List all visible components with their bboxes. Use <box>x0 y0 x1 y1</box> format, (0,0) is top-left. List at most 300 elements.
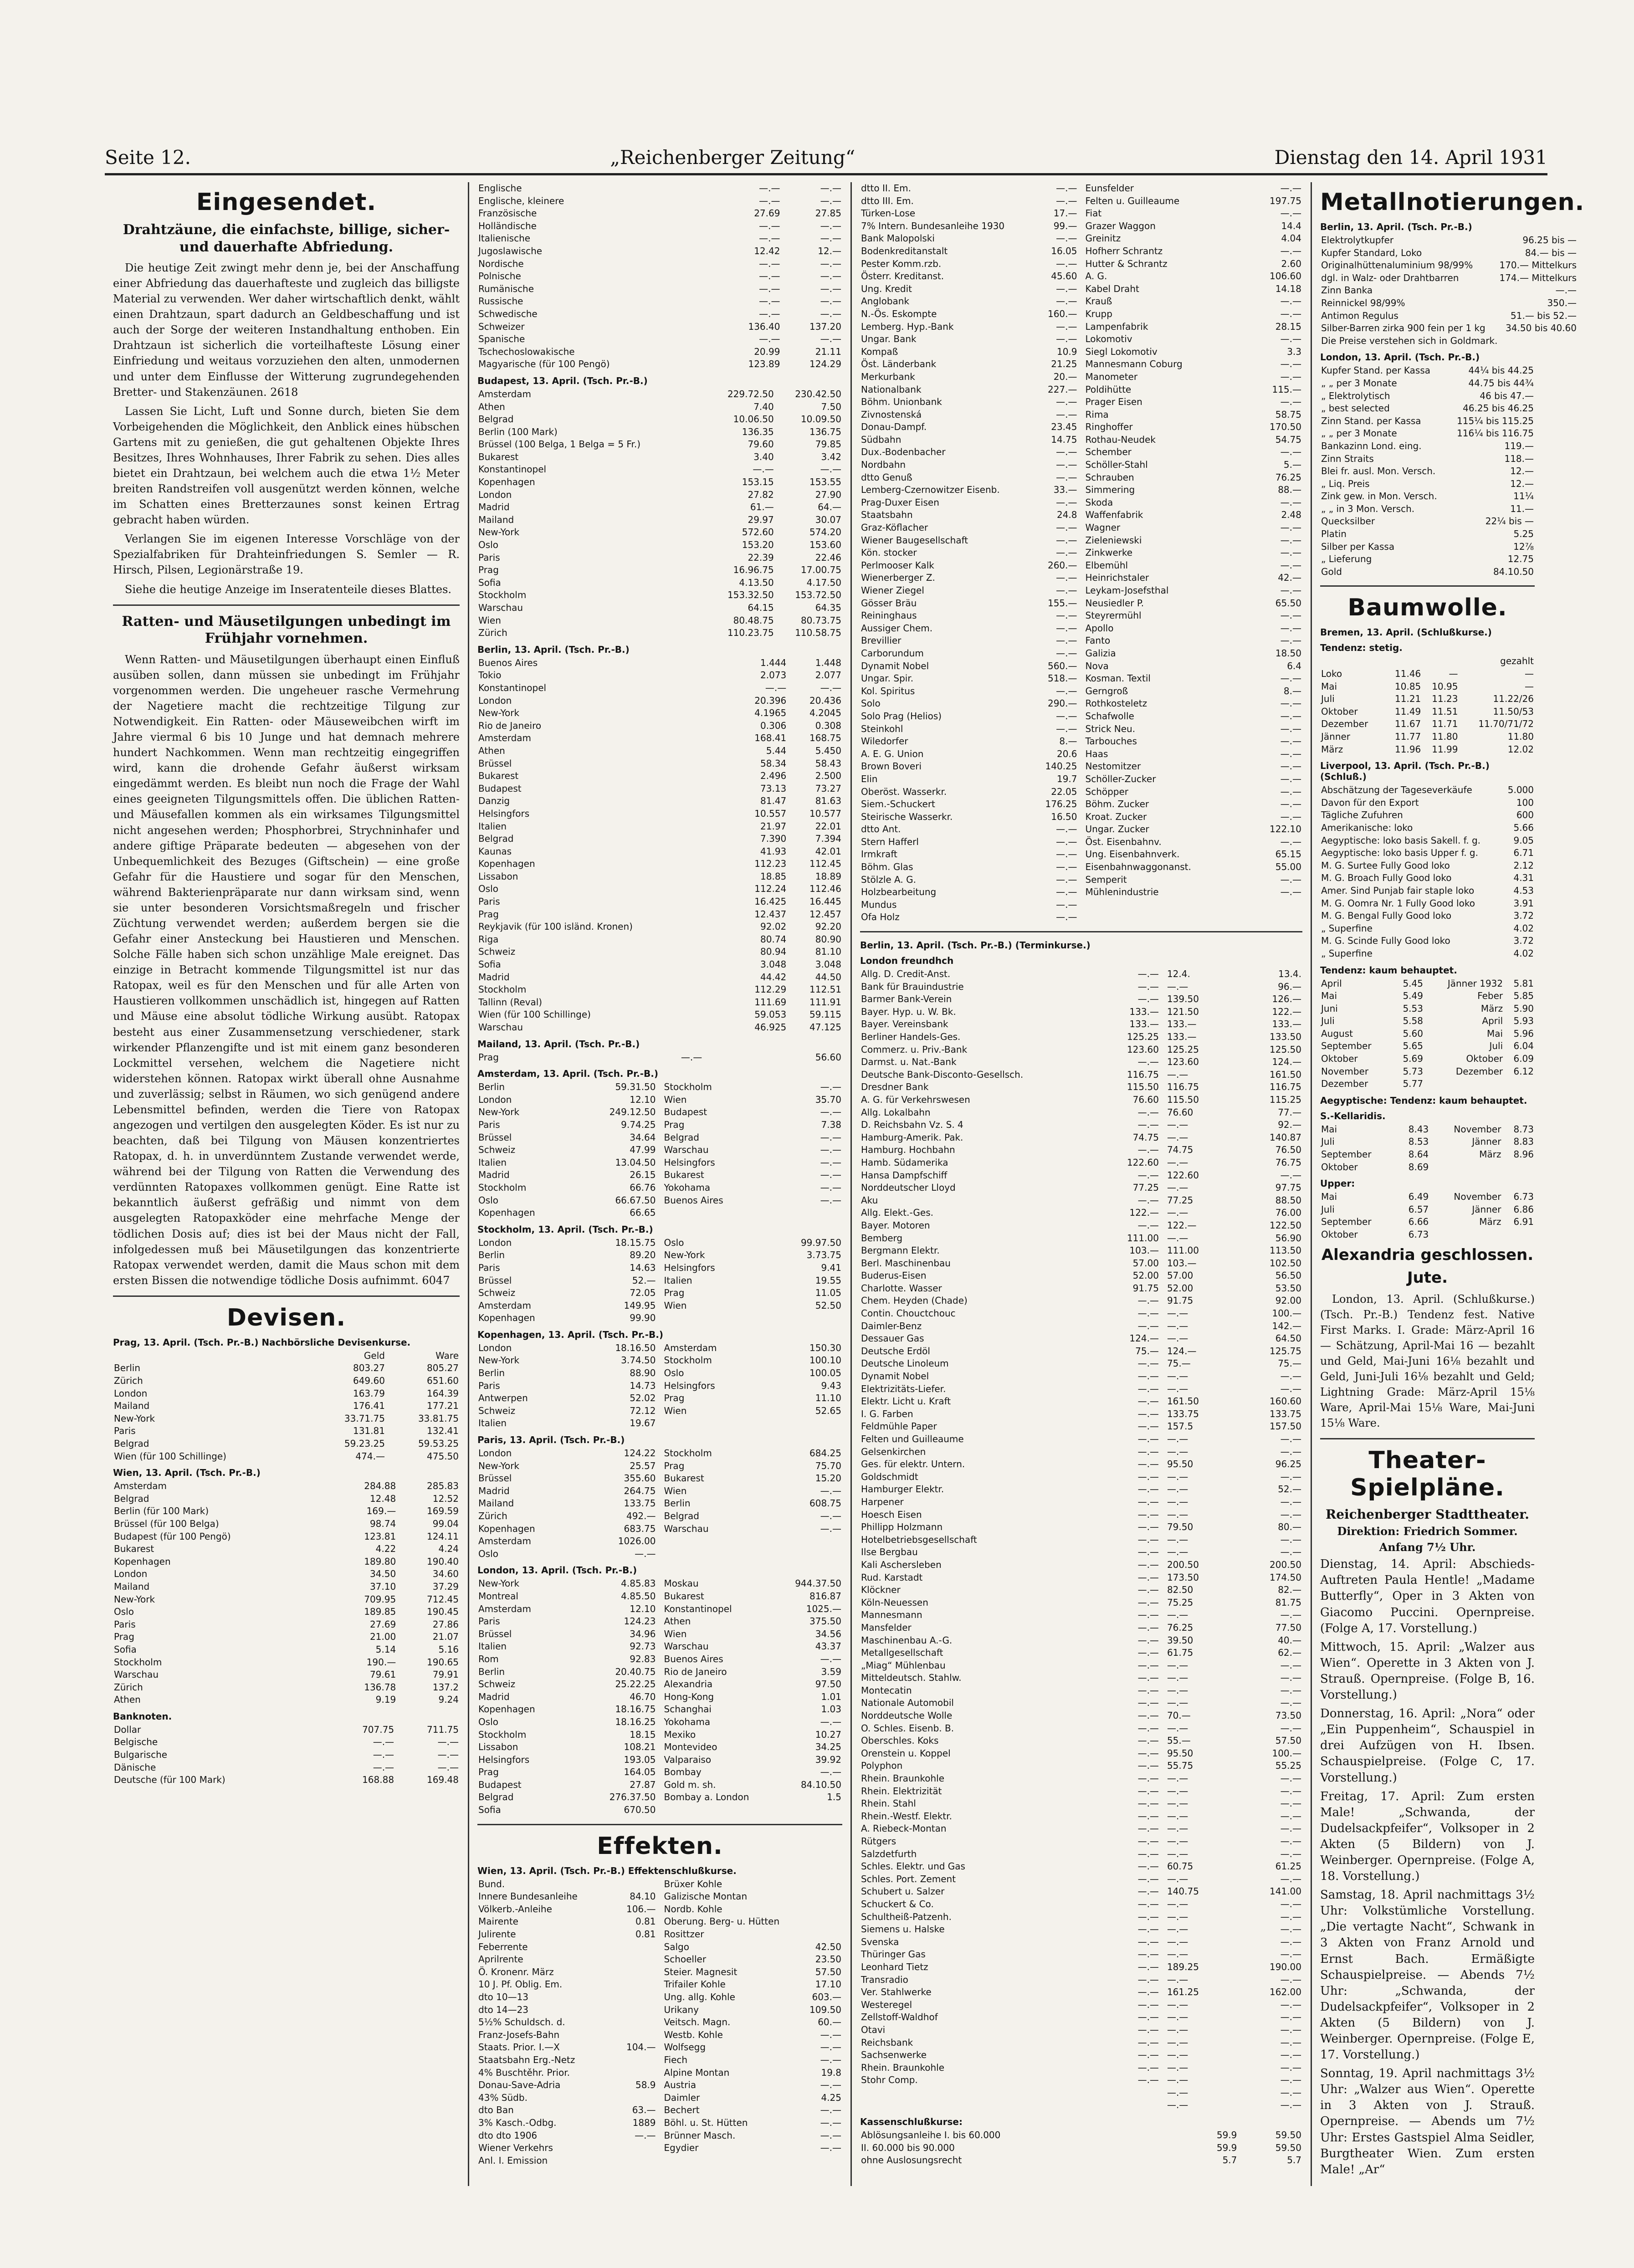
table-row <box>663 1978 843 1991</box>
table-row <box>477 983 842 996</box>
row-label: London <box>114 1387 148 1399</box>
table-row <box>477 1628 657 1641</box>
table-row <box>1320 1028 1535 1040</box>
row-label: 4% Buschtěhr. Prior. <box>478 2067 570 2078</box>
row-label: Türken-Lose <box>861 208 916 219</box>
row-value: 41.93 <box>760 845 787 857</box>
row-value: —.— <box>1137 1785 1159 1797</box>
table-row <box>663 1472 843 1485</box>
row-label: September <box>1321 1216 1372 1228</box>
row-label: Kupfer Standard, Loko <box>1321 247 1422 258</box>
row-value: 131.81 <box>353 1425 385 1437</box>
table-row <box>477 1703 657 1716</box>
row-label: Böhm. Glas <box>861 861 913 873</box>
row-label: Silber per Kassa <box>1321 541 1395 552</box>
row-value: 80.90 <box>815 933 841 945</box>
row-value: 11.67 <box>1395 718 1421 730</box>
table-row <box>1320 731 1535 743</box>
row-value: 27.69 <box>369 1618 396 1630</box>
table-row <box>860 1999 1160 2012</box>
table-body <box>860 968 1160 2087</box>
row-value: 123.81 <box>364 1531 396 1542</box>
table-row <box>663 1729 843 1741</box>
row-value: —.— <box>1280 736 1301 747</box>
table-row <box>1085 697 1303 710</box>
row-label: Ungar. Spir. <box>861 673 914 684</box>
table-row <box>860 1044 1160 1056</box>
table-row <box>860 1031 1160 1044</box>
row-value: 683.75 <box>624 1523 656 1534</box>
row-value: 5.450 <box>815 745 841 756</box>
row-value: 190.— <box>366 1656 396 1668</box>
row-value: 80.— <box>1278 1521 1301 1533</box>
row-label: Solo <box>861 698 881 709</box>
table-row <box>1166 1420 1302 1433</box>
col-header: gezahlt <box>1500 655 1534 667</box>
row-label: Thüringer Gas <box>861 1949 926 1960</box>
table-heading: Bremen, 13. April. (Schlußkurse.) <box>1320 627 1492 638</box>
row-value: —.— <box>1137 1358 1159 1369</box>
row-label: 124.— <box>1167 1345 1197 1357</box>
row-value: 59.50 <box>1275 2130 1301 2141</box>
row-value: —.— <box>1056 861 1077 873</box>
row-value <box>615 2016 657 2029</box>
row-label: Montevideo <box>664 1741 717 1753</box>
table-row <box>860 446 1078 459</box>
row-value: —.— <box>1137 1697 1159 1709</box>
table-row <box>663 1194 843 1207</box>
row-value: 110.58.75 <box>795 627 841 639</box>
row-value: 42.50 <box>815 1941 841 1952</box>
row-value: 56.60 <box>815 1051 841 1063</box>
table-row <box>1166 1584 1302 1597</box>
row-label: Paris <box>478 1119 500 1130</box>
row-label: Contin. Chouctchouc <box>861 1308 956 1319</box>
table-row <box>663 1953 843 1966</box>
row-value: 10.27 <box>815 1729 841 1740</box>
table-row <box>860 245 1078 258</box>
row-value: 34.50 <box>369 1568 396 1580</box>
row-label: Böhl. u. St. Hütten <box>664 2117 748 2128</box>
table-row <box>860 534 1078 547</box>
row-label: Wagner <box>1085 522 1121 533</box>
row-value: —.— <box>1137 1106 1159 1118</box>
table-heading: Banknoten. <box>113 1710 172 1722</box>
table-row <box>1320 990 1535 1003</box>
row-value: 160.60 <box>1270 1396 1301 1407</box>
table-row <box>860 1885 1160 1898</box>
table-row <box>477 1548 657 1561</box>
row-label: 200.50 <box>1167 1559 1199 1570</box>
row-value: 18.15 <box>630 1729 656 1740</box>
row-label: Rhein. Stahl <box>861 1798 916 1809</box>
row-value: 44.42 <box>760 971 787 983</box>
table-row <box>860 2024 1160 2037</box>
row-value <box>802 1890 842 1903</box>
table-row <box>1166 2062 1302 2074</box>
row-label: 173.50 <box>1167 1572 1199 1583</box>
row-value: —.— <box>820 1523 841 1534</box>
row-label: Oslo <box>664 1237 684 1248</box>
table-row <box>477 2029 657 2042</box>
row-label: 116.75 <box>1167 1081 1199 1093</box>
table-row <box>663 2117 843 2130</box>
row-value: 160.— <box>1047 308 1077 319</box>
row-value: 46.25 bis 46.25 <box>1463 403 1534 414</box>
table-row <box>477 321 842 333</box>
row-label: Paris <box>114 1425 136 1437</box>
table-row <box>477 758 842 770</box>
table-row <box>860 1672 1160 1684</box>
row-value: 1889 <box>632 2117 656 2128</box>
row-value: 44.50 <box>815 971 841 983</box>
row-label: 39.50 <box>1167 1634 1193 1646</box>
row-label: Berlin <box>478 1081 505 1093</box>
row-value: —.— <box>820 1131 841 1143</box>
table-row <box>1320 1148 1535 1161</box>
row-value: —.— <box>1137 1861 1159 1872</box>
row-label: Metallgesellschaft <box>861 1647 943 1659</box>
row-label: Lissabon <box>478 870 518 882</box>
row-value: 5.58 <box>1403 1015 1423 1027</box>
row-value: 9.74.25 <box>621 1119 656 1130</box>
row-value: 66.76 <box>630 1182 656 1193</box>
table-row <box>860 635 1078 647</box>
table-row <box>477 539 842 552</box>
row-value: 42.— <box>1278 572 1301 584</box>
row-label: A. Riebeck-Montan <box>861 1823 947 1834</box>
row-label: „ Superfine <box>1321 922 1373 934</box>
row-label: Leonhard Tietz <box>861 1961 928 1972</box>
table-row <box>1085 182 1303 195</box>
row-label: Gold <box>1321 566 1342 577</box>
row-label: Wiledorfer <box>861 736 908 747</box>
row-label: Amer. Sind Punjab fair staple loko <box>1321 885 1475 896</box>
table-row <box>477 602 842 614</box>
table-row <box>1320 897 1535 910</box>
table-row <box>1166 1772 1302 1785</box>
row-label: „ „ per 3 Monate <box>1321 377 1397 389</box>
row-value: 193.05 <box>624 1754 656 1765</box>
row-value: 136.78 <box>364 1681 396 1693</box>
table-row <box>477 669 842 682</box>
table-row <box>477 1766 657 1779</box>
row-value: —.— <box>1280 1836 1301 1847</box>
table-row <box>477 1485 657 1498</box>
table-body <box>1320 784 1535 960</box>
row-value: —.— <box>820 195 841 206</box>
row-label: Heinrichstaler <box>1085 572 1149 584</box>
row-value: 12.42 <box>754 245 780 256</box>
row-label: Ver. Stahlwerke <box>861 1986 932 1998</box>
row-label: Mailand <box>478 514 514 525</box>
table-row <box>1320 1078 1535 1090</box>
row-value: 13.04.50 <box>615 1157 656 1168</box>
row-value: —.— <box>1280 245 1301 256</box>
table-row <box>1166 1999 1302 2012</box>
table-row <box>1166 1597 1302 1609</box>
row-value: 4.53 <box>1513 885 1534 896</box>
table-row <box>477 858 842 870</box>
row-label: Berlin <box>114 1362 141 1374</box>
row-value: 285.83 <box>427 1480 459 1492</box>
table-row <box>1166 2074 1302 2087</box>
row-value <box>615 2155 657 2167</box>
table-row <box>1166 1044 1302 1056</box>
table-row <box>860 1018 1160 1031</box>
row-label: Amerikanische: loko <box>1321 822 1413 833</box>
row-value <box>1429 1229 1502 1241</box>
table-row <box>477 2142 657 2155</box>
table-row <box>860 1194 1160 1207</box>
row-label: Spanische <box>478 333 525 345</box>
row-label: New-York <box>478 1460 520 1471</box>
row-value: —.— <box>1056 183 1077 194</box>
row-value: 3.42 <box>821 451 841 462</box>
termin-names <box>860 968 1160 2087</box>
row-value: 9.24 <box>438 1694 459 1705</box>
table-row <box>1085 723 1303 736</box>
table-row <box>663 1081 843 1094</box>
row-value: 3.73.75 <box>806 1249 841 1261</box>
row-label: I. G. Farben <box>861 1408 913 1419</box>
table-row <box>860 1307 1160 1320</box>
row-value: 76.60 <box>1132 1094 1159 1105</box>
table-row <box>1320 978 1535 990</box>
row-label: Dynamit Nobel <box>861 1371 929 1382</box>
row-value: 709.95 <box>364 1593 396 1605</box>
row-label: 3% Kasch.-Odbg. <box>478 2117 557 2128</box>
row-value: 149.95 <box>624 1300 656 1311</box>
row-value: —.— <box>820 2042 841 2053</box>
table-row <box>860 1521 1160 1534</box>
table-heading: Wien, 13. April. (Tsch. Pr.-B.) Effektenschlußkurse. <box>477 1865 737 1876</box>
row-label: Montecatin <box>861 1684 912 1696</box>
table-row <box>860 459 1078 471</box>
table-row <box>1085 220 1303 233</box>
row-value: —.— <box>1280 1496 1301 1507</box>
row-value: 162.00 <box>1270 1986 1301 1998</box>
table-row <box>860 874 1078 886</box>
row-label: Oslo <box>664 1367 684 1379</box>
table-row <box>1166 1823 1302 1835</box>
table-row <box>1085 685 1303 698</box>
row-label: März <box>1321 743 1343 755</box>
table-row <box>1166 968 1302 981</box>
row-label: Daimler-Benz <box>861 1320 922 1331</box>
row-value: 55.25 <box>1275 1760 1301 1771</box>
row-value: — <box>1449 668 1458 680</box>
row-label: Steirische Wasserkr. <box>861 811 953 822</box>
row-label: Russische <box>478 296 523 307</box>
row-value: 119.— <box>1504 440 1534 451</box>
row-label: Paris <box>478 1380 500 1391</box>
table-row <box>477 1354 657 1367</box>
row-value: 133.75 <box>624 1498 656 1509</box>
row-label: Athen <box>114 1694 141 1705</box>
table-row <box>113 1724 460 1736</box>
row-value: —.— <box>1280 1810 1301 1822</box>
row-value: 2.073 <box>760 670 787 681</box>
row-value: 19.7 <box>1056 773 1077 784</box>
row-label: Kupfer Stand. per Kassa <box>1321 365 1430 376</box>
row-label: Magyarische (für 100 Pengö) <box>478 358 610 370</box>
table-row <box>860 559 1078 572</box>
row-value: 153.15 <box>742 476 774 488</box>
row-value: —.— <box>1280 773 1301 784</box>
row-label: Athen <box>664 1616 691 1627</box>
row-value: —.— <box>1280 622 1301 634</box>
table-row <box>477 770 842 783</box>
table-row <box>477 426 842 439</box>
row-value: 4.85.83 <box>621 1578 656 1589</box>
row-label: New-York <box>114 1593 155 1605</box>
row-value: 63.— <box>632 2104 656 2116</box>
table-subheading: S.-Kellaridis. <box>1320 1110 1386 1121</box>
row-value: 8.43 <box>1408 1123 1429 1135</box>
row-value: 8.— <box>1059 736 1077 747</box>
table-row <box>860 2062 1160 2074</box>
row-value: 46.925 <box>754 1022 787 1033</box>
table-row <box>477 833 842 845</box>
row-value: 124.22 <box>624 1448 656 1459</box>
row-value: 59.9 <box>1216 2130 1237 2141</box>
row-value: —.— <box>1280 1371 1301 1382</box>
row-value: —.— <box>1137 1773 1159 1784</box>
table-row <box>477 1131 657 1144</box>
row-label: Stockholm <box>478 1182 527 1193</box>
row-label: Südbahn <box>861 434 902 445</box>
table-row <box>860 823 1078 836</box>
row-value: —.— <box>1280 1773 1301 1784</box>
table-row <box>113 1568 460 1581</box>
row-value: 34.96 <box>630 1628 656 1639</box>
table-row <box>477 1928 657 1941</box>
row-value: 5.81 <box>1513 978 1534 989</box>
row-label: Kali Aschersleben <box>861 1559 942 1570</box>
table-row <box>1320 1136 1535 1148</box>
row-label: Schuckert & Co. <box>861 1898 934 1910</box>
table-row <box>477 2067 657 2079</box>
row-label: Westb. Kohle <box>664 2029 723 2040</box>
row-value: 17.00.75 <box>800 564 841 576</box>
row-value: 96.25 <box>1275 1459 1301 1470</box>
aegypt-sakel-table <box>1320 1123 1535 1173</box>
row-label: Ilse Bergbau <box>861 1546 918 1558</box>
row-label: Mitteldeutsch. Stahlw. <box>861 1672 962 1684</box>
table-row <box>477 564 842 577</box>
table-row <box>1166 1006 1302 1019</box>
table-row <box>1320 706 1535 718</box>
row-label: Oktober <box>1321 1161 1358 1172</box>
row-value: 133.— <box>1272 1019 1301 1030</box>
row-label: Charlotte. Wasser <box>861 1282 942 1294</box>
table-row <box>1320 1040 1535 1053</box>
table-row <box>1166 2024 1302 2037</box>
table-row <box>1166 1936 1302 1949</box>
table-row <box>1166 1634 1302 1647</box>
row-label: Bodenkreditanstalt <box>861 245 948 256</box>
row-value: —.— <box>820 1485 841 1496</box>
row-value: —.— <box>373 1749 394 1761</box>
row-value: März <box>1480 1003 1503 1014</box>
row-value: —.— <box>1137 2049 1159 2061</box>
row-value: —.— <box>635 1548 656 1559</box>
row-value: —.— <box>437 1736 459 1748</box>
table-body <box>1320 978 1535 1090</box>
alexandria-note: Alexandria geschlossen. <box>1321 1245 1534 1264</box>
table-row <box>477 1640 657 1653</box>
row-value: —.— <box>1280 635 1301 646</box>
row-value: —.— <box>820 2142 841 2154</box>
row-label: Brevillier <box>861 635 902 646</box>
table-row <box>477 1119 657 1131</box>
row-label: 122.— <box>1167 1219 1197 1231</box>
table-row <box>1085 572 1303 584</box>
table-row <box>860 1747 1160 1760</box>
row-value: 34.56 <box>815 1628 841 1639</box>
row-value: 9.43 <box>821 1380 841 1391</box>
row-value: 88.— <box>1278 484 1301 496</box>
table-row <box>1166 1622 1302 1634</box>
row-label: Schafwolle <box>1085 710 1134 722</box>
table-body <box>113 1724 460 1787</box>
row-value: —.— <box>1280 1471 1301 1482</box>
row-label: M. G. Oomra Nr. 1 Fully Good loko <box>1321 897 1475 909</box>
table-row <box>663 1628 843 1641</box>
row-value: 80.94 <box>760 946 787 957</box>
row-value: —.— <box>1137 1710 1159 1721</box>
row-value: —.— <box>1056 849 1077 860</box>
table-row <box>1320 364 1535 377</box>
table-row <box>477 1157 657 1169</box>
row-value: 112.51 <box>809 984 841 995</box>
row-label: dto 10—13 <box>478 1992 529 2002</box>
table-row <box>477 783 842 795</box>
table-row <box>477 732 842 745</box>
table-row <box>1085 333 1303 346</box>
table-row <box>113 1749 460 1761</box>
row-value: 6.04 <box>1513 1040 1534 1052</box>
row-label: Bund. <box>478 1878 505 1889</box>
row-value <box>615 2029 657 2042</box>
row-label: —.— <box>1167 1484 1188 1495</box>
table-heading: Kopenhagen, 13. April. (Tsch. Pr.-B.) <box>477 1329 663 1340</box>
row-label: Siemens u. Halske <box>861 1924 945 1935</box>
row-value: 18.85 <box>760 870 787 882</box>
row-label: „ Superfine <box>1321 947 1373 959</box>
row-value: —.— <box>1137 1836 1159 1847</box>
table-row <box>477 1194 657 1207</box>
row-value: —.— <box>1137 2037 1159 2048</box>
row-value: 115.— <box>1272 384 1301 395</box>
row-label: Buenos Aires <box>664 1194 723 1206</box>
table-row <box>477 1262 657 1275</box>
row-label: Helsingfors <box>664 1380 715 1391</box>
row-value: 11.71 <box>1432 718 1458 730</box>
row-label: Schubert u. Salzer <box>861 1886 945 1897</box>
row-label: Kol. Spiritus <box>861 685 915 696</box>
row-value: —.— <box>1280 1823 1301 1834</box>
row-label: Lissabon <box>478 1741 518 1753</box>
row-value: —.— <box>1137 1986 1159 1998</box>
table-row <box>860 1232 1160 1245</box>
row-value: 52.50 <box>815 1300 841 1311</box>
row-value: —.— <box>1137 1509 1159 1520</box>
table-row <box>477 1966 657 1979</box>
row-value: 5.25 <box>1513 528 1534 540</box>
banknoten-table <box>113 1724 460 1787</box>
